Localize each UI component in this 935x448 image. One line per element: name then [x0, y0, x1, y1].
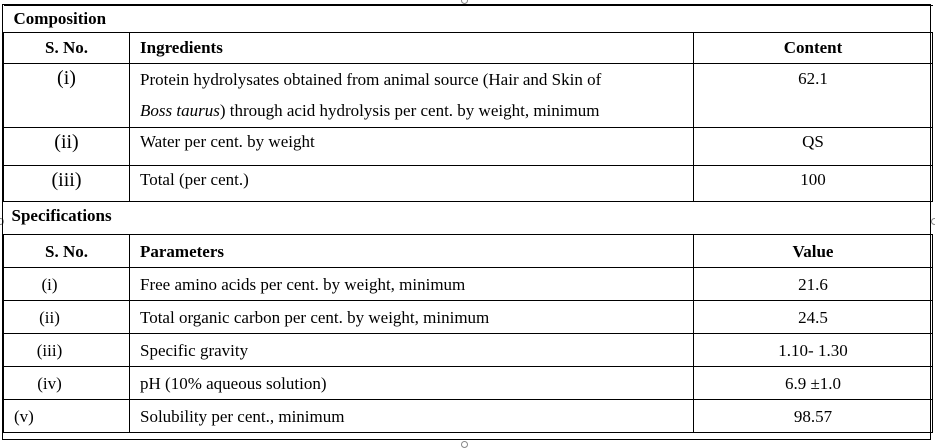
value-cell: 21.6	[694, 268, 933, 301]
content-cell: 62.1	[694, 64, 933, 128]
row-sno: (v)	[4, 400, 130, 433]
value-cell: 24.5	[694, 301, 933, 334]
ingredient-cell	[130, 64, 694, 128]
table-row	[4, 334, 933, 367]
row-sno: (iii)	[4, 166, 130, 202]
ingredient-italic-text: Boss taurus	[140, 101, 220, 120]
row-sno: (i)	[4, 64, 130, 128]
composition-sno-header: S. No.	[4, 33, 130, 64]
parameter-cell: Specific gravity	[130, 334, 694, 367]
content-cell: 100	[694, 166, 933, 202]
row-sno: (ii)	[4, 128, 130, 166]
parameter-cell: Total organic carbon per cent. by weight, minimum	[130, 301, 694, 334]
specifications-sno-header: S. No.	[4, 235, 130, 268]
document-table-frame	[2, 4, 931, 440]
row-sno: (iv)	[4, 367, 130, 400]
composition-section-row	[4, 6, 933, 33]
row-sno: (i)	[4, 268, 130, 301]
composition-header-row	[4, 33, 933, 64]
table-row	[4, 400, 933, 433]
table-row	[4, 367, 933, 400]
ingredient-text-cont: ) through acid hydrolysis per cent. by weight, minimum	[219, 101, 600, 120]
specifications-section-row	[4, 202, 933, 235]
table-row	[4, 268, 933, 301]
table-row	[4, 166, 933, 202]
parameter-cell: Solubility per cent., minimum	[130, 400, 694, 433]
parameter-cell: pH (10% aqueous solution)	[130, 367, 694, 400]
ingredient-cell: Water per cent. by weight	[130, 128, 694, 166]
row-sno: (ii)	[4, 301, 130, 334]
value-cell: 98.57	[694, 400, 933, 433]
ingredient-text: Protein hydrolysates obtained from animal source (Hair and Skin of	[140, 70, 602, 89]
row-sno: (iii)	[4, 334, 130, 367]
parameters-header: Parameters	[130, 235, 694, 268]
composition-title: Composition	[4, 6, 933, 33]
value-cell: 1.10- 1.30	[694, 334, 933, 367]
value-header: Value	[694, 235, 933, 268]
content-header: Content	[694, 33, 933, 64]
table-row	[4, 301, 933, 334]
ingredient-cell: Total (per cent.)	[130, 166, 694, 202]
ingredients-header: Ingredients	[130, 33, 694, 64]
specifications-title: Specifications	[4, 202, 933, 235]
value-cell: 6.9 ±1.0	[694, 367, 933, 400]
table-row	[4, 128, 933, 166]
table-row	[4, 64, 933, 128]
parameter-cell: Free amino acids per cent. by weight, minimum	[130, 268, 694, 301]
composition-specifications-table	[3, 5, 933, 433]
content-cell: QS	[694, 128, 933, 166]
specifications-header-row	[4, 235, 933, 268]
